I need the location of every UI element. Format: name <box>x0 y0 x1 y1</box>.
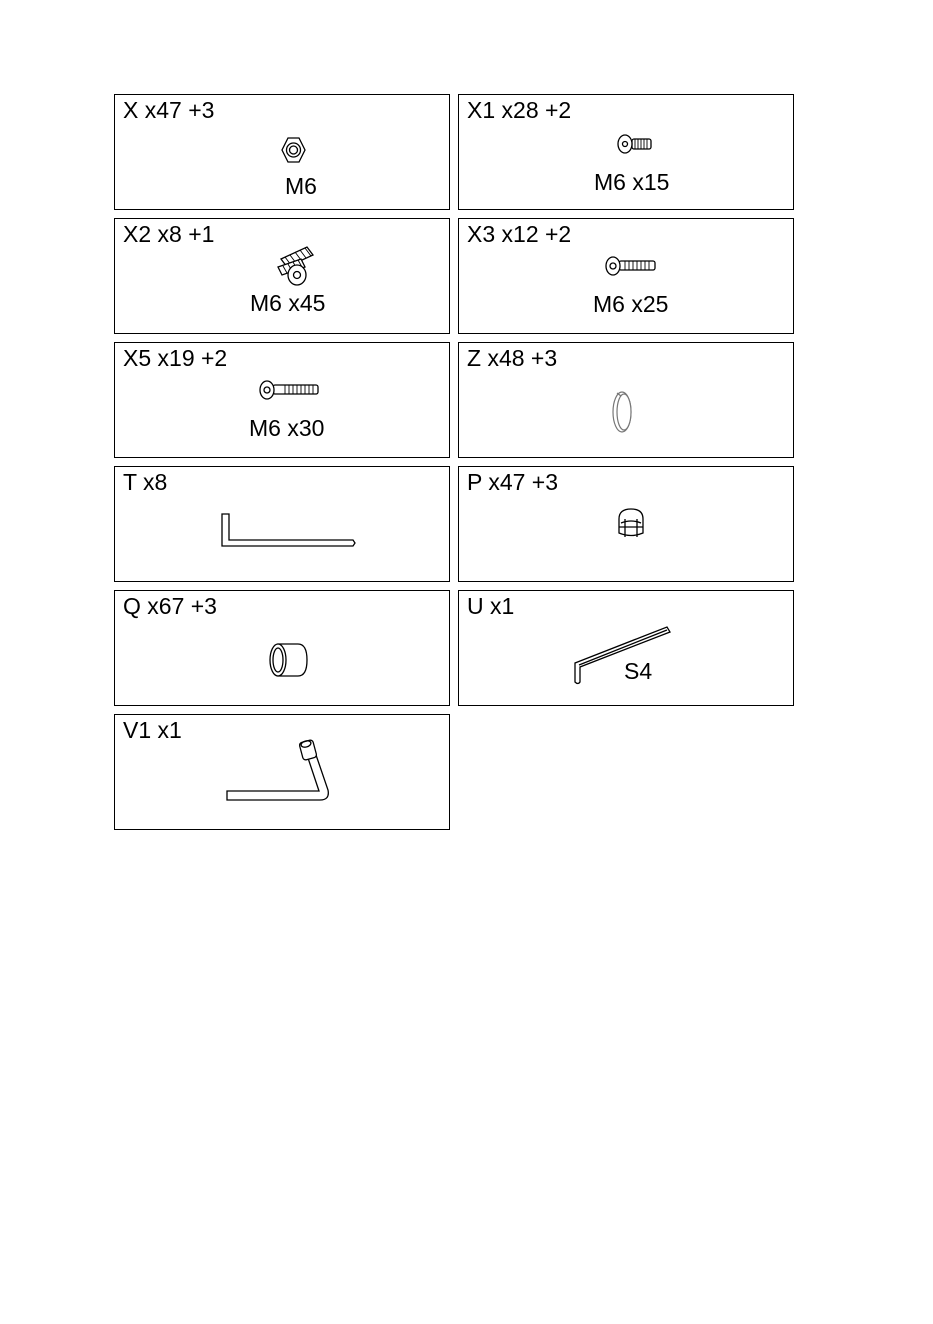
part-label: Z x48 +3 <box>467 345 558 371</box>
allen-key-icon <box>459 591 795 707</box>
part-card-u <box>458 590 794 706</box>
part-card-x3 <box>458 218 794 334</box>
part-label: X3 x12 +2 <box>467 221 572 247</box>
part-size: M6 x45 <box>250 290 326 316</box>
part-card-x1 <box>458 94 794 210</box>
bolt-icon <box>115 219 451 335</box>
split-ring-washer-icon <box>459 343 795 459</box>
part-label: U x1 <box>467 593 515 619</box>
part-card-v1 <box>114 714 450 830</box>
part-size: M6 <box>285 173 317 199</box>
bolt-icon <box>459 219 795 335</box>
part-size: M6 x15 <box>594 169 670 195</box>
part-label: T x8 <box>123 469 168 495</box>
part-size: M6 x25 <box>593 291 669 317</box>
l-rod-icon <box>115 467 451 583</box>
part-card-p <box>458 466 794 582</box>
bolt-icon <box>115 343 451 459</box>
part-size: M6 x30 <box>249 415 325 441</box>
part-label: X2 x8 +1 <box>123 221 215 247</box>
part-card-q <box>114 590 450 706</box>
part-label: X1 x28 +2 <box>467 97 572 123</box>
end-cap-icon <box>115 591 451 707</box>
part-card-x2 <box>114 218 450 334</box>
part-label: V1 x1 <box>123 717 182 743</box>
part-card-t <box>114 466 450 582</box>
hex-nut-icon <box>115 95 451 211</box>
part-card-x5 <box>114 342 450 458</box>
part-size: S4 <box>624 658 653 684</box>
part-card-z <box>458 342 794 458</box>
part-label: X x47 +3 <box>123 97 215 123</box>
part-label: X5 x19 +2 <box>123 345 228 371</box>
part-label: P x47 +3 <box>467 469 559 495</box>
part-label: Q x67 +3 <box>123 593 217 619</box>
part-card-x <box>114 94 450 210</box>
socket-wrench-icon <box>115 715 451 831</box>
cap-nut-icon <box>459 467 795 583</box>
